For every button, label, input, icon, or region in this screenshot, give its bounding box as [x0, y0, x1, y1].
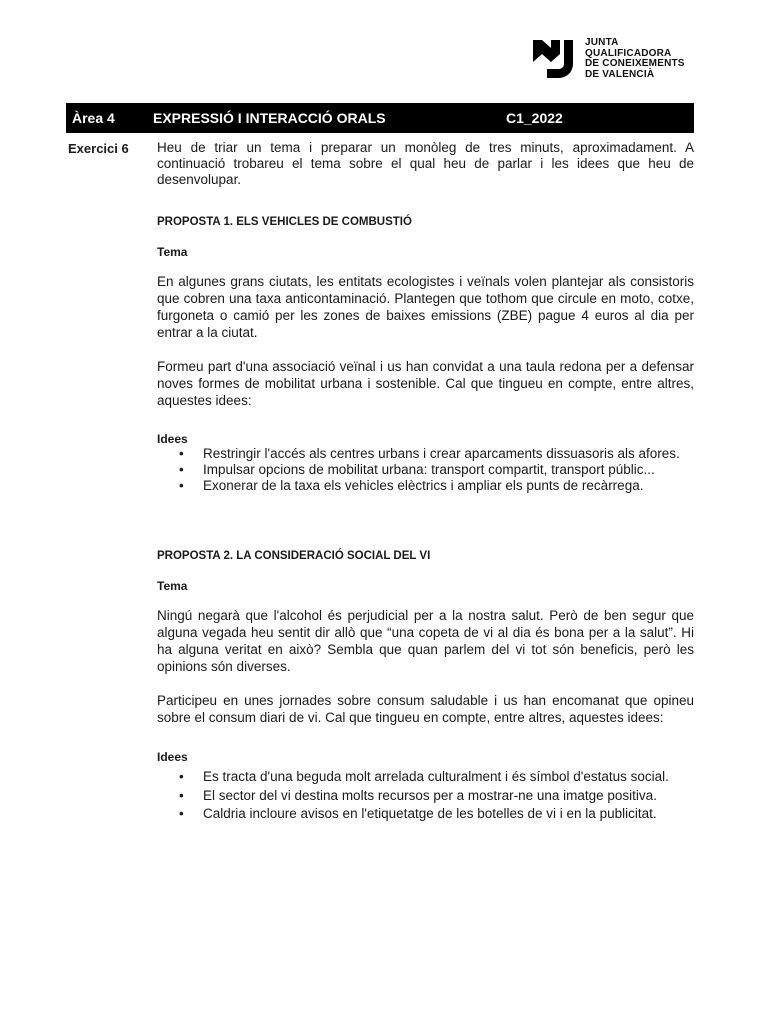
list-item: • Restringir l'accés als centres urbans i crear aparcaments dissuasoris als afores.: [157, 446, 694, 461]
list-item: • Exonerar de la taxa els vehicles elèctrics i ampliar els punts de recàrrega.: [157, 478, 694, 493]
proposal-2-paragraph: Participeu en unes jornades sobre consum saludable i us han encomanat que opineu sobre el consum diari de vi. Cal que tingueu en compte, entre altres, aquestes idees:: [157, 693, 694, 725]
logo-line: DE VALENCIÀ: [585, 68, 655, 80]
proposal-1-paragraph: Formeu part d'una associació veïnal i us han convidat a una taula redona per a defensar noves formes de mobilitat urbana i sostenible. Cal que tingueu en compte, entre altres, aquestes idees:: [157, 359, 694, 408]
proposal-1-title: PROPOSTA 1. ELS VEHICLES DE COMBUSTIÓ: [157, 216, 412, 228]
list-item: • Caldria incloure avisos en l'etiquetatge de les botelles de vi i en la publicitat.: [157, 806, 694, 823]
logo-line: QUALIFICADORA: [585, 47, 672, 59]
exercise-label: Exercici 6: [68, 141, 129, 156]
proposal-2-idees-label: Idees: [157, 750, 188, 764]
list-item: • Es tracta d'una beguda molt arrelada culturalment i és símbol d'estatus social.: [157, 769, 694, 786]
exercise-content: [157, 140, 694, 825]
proposal-1-tema-label: Tema: [157, 245, 188, 259]
list-item: • El sector del vi destina molts recursos per a mostrar-ne una imatge positiva.: [157, 788, 694, 805]
list-item: • Impulsar opcions de mobilitat urbana: transport compartit, transport públic...: [157, 462, 694, 477]
logo-line: DE CONEIXEMENTS: [585, 58, 685, 69]
juntaq-logo-mark-icon: [533, 40, 577, 78]
header-title: EXPRESSIÓ I INTERACCIÓ ORALS: [153, 110, 386, 126]
header-area: Àrea 4: [72, 110, 115, 126]
proposal-2-ideas-list: [157, 769, 694, 823]
proposal-2-tema-label: Tema: [157, 579, 188, 593]
proposal-1-paragraph: En algunes grans ciutats, les entitats ecologistes i veïnals volen plantejar als consistoris que cobren una taxa anticontaminació. Plantegen que tothom que circule en moto, cotxe, furgoneta o camió per les zones de baixes emissions (ZBE) pague 4 euros al dia per entrar a la ciutat.: [157, 274, 694, 340]
exam-header-bar: [66, 103, 694, 133]
proposal-1-idees-label: Idees: [157, 432, 188, 446]
header-code: C1_2022: [506, 110, 563, 126]
institution-logo: [533, 38, 685, 80]
logo-wordmark: [585, 38, 685, 80]
proposal-2-paragraph: Ningú negarà que l'alcohol és perjudicial per a la nostra salut. Però de ben segur que alguna vegada heu sentit dir allò que “una copeta de vi al dia és bona per a la salut”. Hi ha alguna veritat en això? Sembla que quan parlem del vi tot són beneficis, però les opinions són diverses.: [157, 608, 694, 674]
proposal-2-title: PROPOSTA 2. LA CONSIDERACIÓ SOCIAL DEL VI: [157, 550, 431, 562]
proposal-1-ideas-list: [157, 446, 694, 493]
exercise-intro: Heu de triar un tema i preparar un monòleg de tres minuts, aproximadament. A continuació trobareu el tema sobre el qual heu de parlar i les idees que heu de desenvolupar.: [157, 140, 694, 187]
logo-line: JUNTA: [585, 37, 619, 48]
